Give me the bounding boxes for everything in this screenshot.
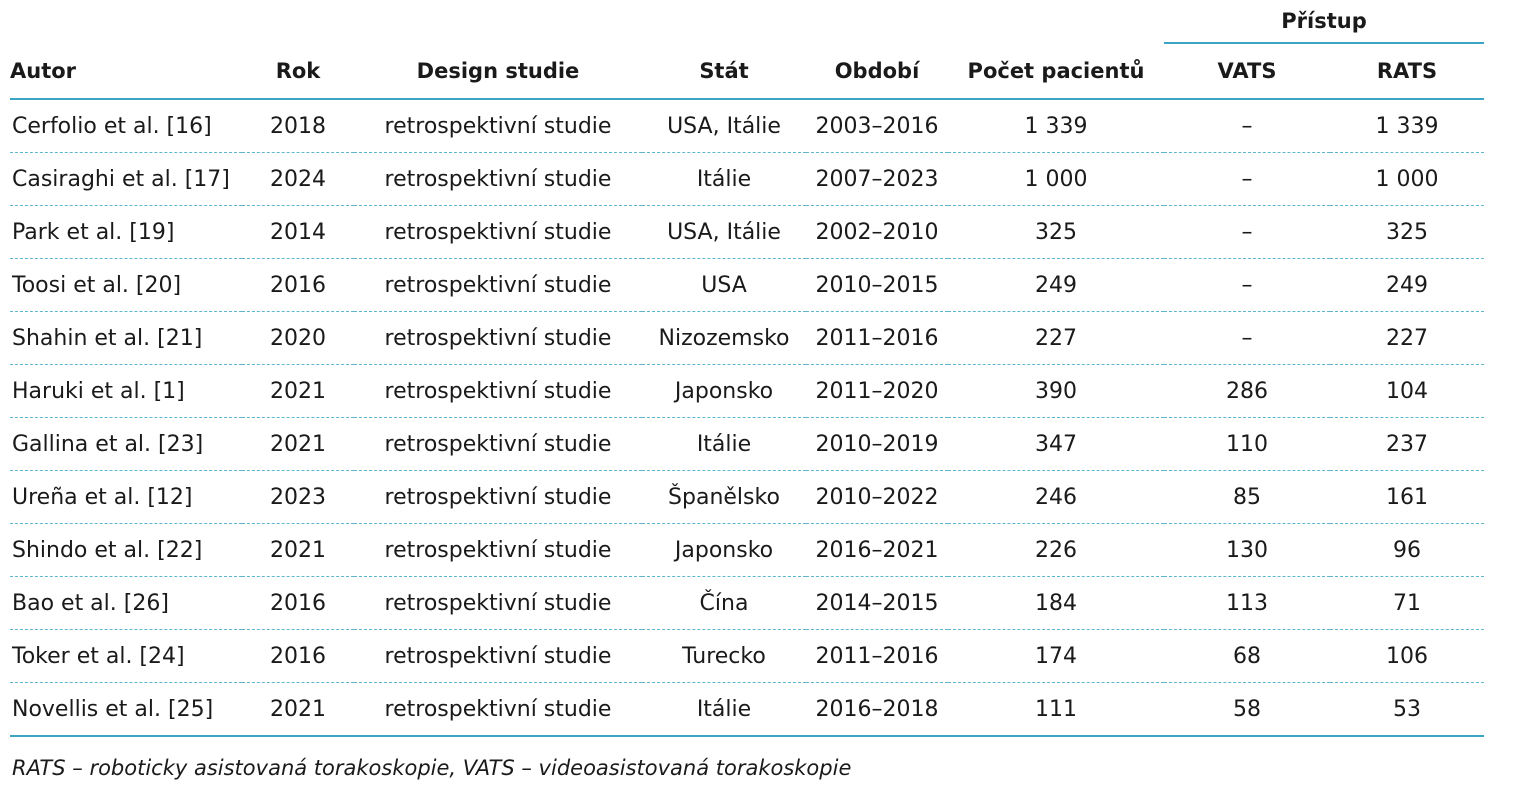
cell-autor: Cerfolio et al. [16] (10, 99, 242, 153)
cell-stat: Japonsko (642, 365, 806, 418)
cell-obdobi: 2003–2016 (806, 99, 948, 153)
cell-autor: Haruki et al. [1] (10, 365, 242, 418)
cell-rok: 2021 (242, 365, 354, 418)
table-row (10, 524, 1484, 577)
cell-vats: – (1164, 206, 1330, 259)
cell-design: retrospektivní studie (354, 683, 642, 737)
cell-stat: Španělsko (642, 471, 806, 524)
cell-autor: Toker et al. [24] (10, 630, 242, 683)
table-header (10, 0, 1484, 99)
cell-pocet: 325 (948, 206, 1164, 259)
col-header-stat: Stát (642, 43, 806, 99)
cell-obdobi: 2007–2023 (806, 153, 948, 206)
cell-vats: – (1164, 312, 1330, 365)
table-row (10, 312, 1484, 365)
cell-obdobi: 2010–2015 (806, 259, 948, 312)
cell-vats: 68 (1164, 630, 1330, 683)
cell-rats: 325 (1330, 206, 1484, 259)
cell-design: retrospektivní studie (354, 365, 642, 418)
cell-autor: Shindo et al. [22] (10, 524, 242, 577)
col-header-design: Design studie (354, 43, 642, 99)
cell-obdobi: 2010–2022 (806, 471, 948, 524)
cell-rok: 2023 (242, 471, 354, 524)
cell-pocet: 246 (948, 471, 1164, 524)
cell-autor: Ureña et al. [12] (10, 471, 242, 524)
table-footnote: RATS – roboticky asistovaná torakoskopie, VATS – videoasistovaná torakoskopie (12, 756, 852, 780)
cell-rats: 53 (1330, 683, 1484, 737)
cell-vats: 85 (1164, 471, 1330, 524)
table-row (10, 577, 1484, 630)
cell-vats: – (1164, 99, 1330, 153)
cell-rats: 1 000 (1330, 153, 1484, 206)
studies-table (10, 0, 1484, 737)
cell-autor: Novellis et al. [25] (10, 683, 242, 737)
col-header-obdobi: Období (806, 43, 948, 99)
cell-stat: USA (642, 259, 806, 312)
cell-obdobi: 2011–2016 (806, 630, 948, 683)
cell-stat: Turecko (642, 630, 806, 683)
cell-vats: – (1164, 153, 1330, 206)
cell-rats: 227 (1330, 312, 1484, 365)
cell-autor: Casiraghi et al. [17] (10, 153, 242, 206)
cell-autor: Gallina et al. [23] (10, 418, 242, 471)
cell-obdobi: 2016–2018 (806, 683, 948, 737)
cell-rats: 1 339 (1330, 99, 1484, 153)
cell-design: retrospektivní studie (354, 630, 642, 683)
cell-pocet: 1 000 (948, 153, 1164, 206)
cell-vats: 286 (1164, 365, 1330, 418)
cell-design: retrospektivní studie (354, 471, 642, 524)
cell-rats: 249 (1330, 259, 1484, 312)
table-row (10, 206, 1484, 259)
col-header-pocet: Počet pacientů (948, 43, 1164, 99)
cell-rok: 2024 (242, 153, 354, 206)
cell-obdobi: 2016–2021 (806, 524, 948, 577)
cell-obdobi: 2014–2015 (806, 577, 948, 630)
header-spacer (10, 0, 1164, 43)
col-header-rok: Rok (242, 43, 354, 99)
cell-pocet: 226 (948, 524, 1164, 577)
cell-pocet: 111 (948, 683, 1164, 737)
cell-autor: Park et al. [19] (10, 206, 242, 259)
cell-stat: USA, Itálie (642, 99, 806, 153)
cell-pocet: 184 (948, 577, 1164, 630)
cell-obdobi: 2010–2019 (806, 418, 948, 471)
cell-design: retrospektivní studie (354, 259, 642, 312)
cell-pocet: 227 (948, 312, 1164, 365)
cell-pocet: 174 (948, 630, 1164, 683)
cell-obdobi: 2011–2016 (806, 312, 948, 365)
cell-rok: 2020 (242, 312, 354, 365)
cell-design: retrospektivní studie (354, 153, 642, 206)
table-row (10, 683, 1484, 737)
cell-stat: USA, Itálie (642, 206, 806, 259)
cell-rats: 71 (1330, 577, 1484, 630)
cell-vats: 130 (1164, 524, 1330, 577)
col-header-rats: RATS (1330, 43, 1484, 99)
cell-pocet: 1 339 (948, 99, 1164, 153)
cell-stat: Itálie (642, 683, 806, 737)
cell-design: retrospektivní studie (354, 312, 642, 365)
cell-rok: 2021 (242, 524, 354, 577)
table-row (10, 418, 1484, 471)
cell-pocet: 249 (948, 259, 1164, 312)
cell-rats: 161 (1330, 471, 1484, 524)
cell-rok: 2021 (242, 418, 354, 471)
cell-pocet: 347 (948, 418, 1164, 471)
cell-vats: – (1164, 259, 1330, 312)
table-body (10, 99, 1484, 736)
cell-autor: Toosi et al. [20] (10, 259, 242, 312)
cell-stat: Čína (642, 577, 806, 630)
cell-obdobi: 2002–2010 (806, 206, 948, 259)
cell-design: retrospektivní studie (354, 206, 642, 259)
cell-stat: Nizozemsko (642, 312, 806, 365)
table-row (10, 153, 1484, 206)
table-row (10, 99, 1484, 153)
cell-rok: 2021 (242, 683, 354, 737)
col-header-vats: VATS (1164, 43, 1330, 99)
cell-stat: Itálie (642, 418, 806, 471)
cell-vats: 110 (1164, 418, 1330, 471)
cell-rats: 96 (1330, 524, 1484, 577)
cell-rok: 2018 (242, 99, 354, 153)
cell-rok: 2016 (242, 577, 354, 630)
cell-rok: 2016 (242, 259, 354, 312)
cell-design: retrospektivní studie (354, 99, 642, 153)
cell-rats: 104 (1330, 365, 1484, 418)
cell-design: retrospektivní studie (354, 524, 642, 577)
col-header-autor: Autor (10, 43, 242, 99)
table-row (10, 365, 1484, 418)
cell-rok: 2016 (242, 630, 354, 683)
table-row (10, 471, 1484, 524)
header-group-pristup: Přístup (1164, 0, 1484, 43)
cell-obdobi: 2011–2020 (806, 365, 948, 418)
cell-pocet: 390 (948, 365, 1164, 418)
cell-rats: 237 (1330, 418, 1484, 471)
cell-stat: Itálie (642, 153, 806, 206)
cell-autor: Shahin et al. [21] (10, 312, 242, 365)
cell-rats: 106 (1330, 630, 1484, 683)
cell-vats: 113 (1164, 577, 1330, 630)
table-row (10, 259, 1484, 312)
cell-rok: 2014 (242, 206, 354, 259)
cell-design: retrospektivní studie (354, 418, 642, 471)
cell-stat: Japonsko (642, 524, 806, 577)
cell-design: retrospektivní studie (354, 577, 642, 630)
cell-vats: 58 (1164, 683, 1330, 737)
cell-autor: Bao et al. [26] (10, 577, 242, 630)
table-row (10, 630, 1484, 683)
